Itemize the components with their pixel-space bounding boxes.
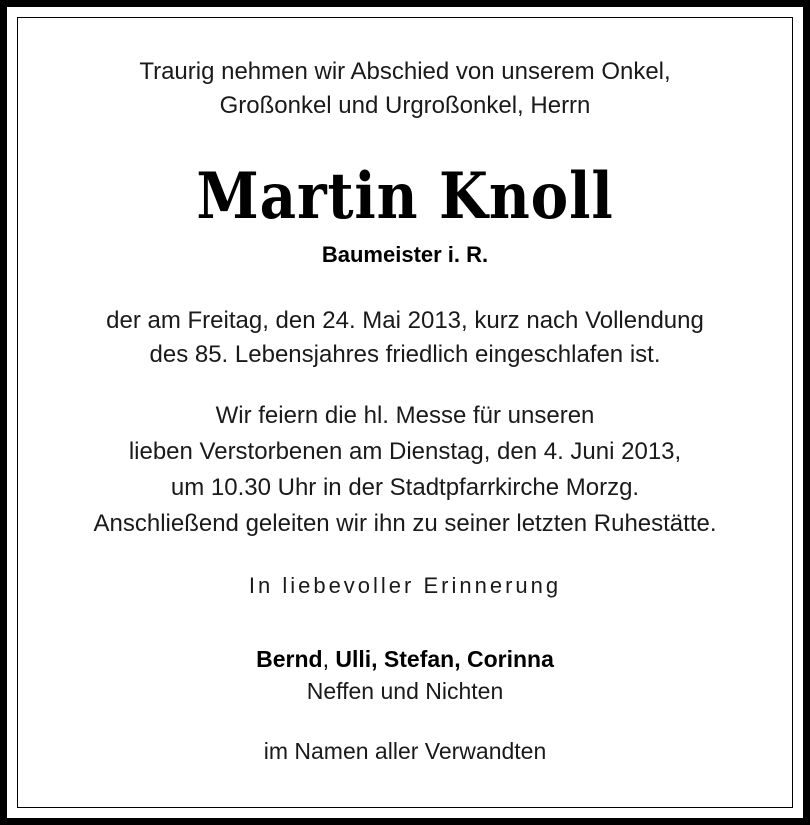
intro-line-2: Großonkel und Urgroßonkel, Herrn — [219, 92, 591, 119]
mourner-name: Corinna — [466, 646, 554, 672]
death-line-2: des 85. Lebensjahres friedlich eingeschlafen ist. — [149, 341, 661, 368]
mass-line-1: Wir feiern die hl. Messe für unseren — [215, 402, 595, 429]
mourner-relation: Neffen und Nichten — [306, 678, 504, 704]
mourner-name: Bernd — [256, 646, 323, 672]
mass-line-4: Anschließend geleiten wir ihn zu seiner letzten Ruhestätte. — [93, 510, 717, 537]
behalf-line: im Namen aller Verwandten — [263, 738, 547, 764]
mourner-names — [0, 644, 810, 674]
name-separator: , — [454, 646, 467, 672]
deceased-title: Baumeister i. R. — [321, 242, 489, 267]
mass-line-3: um 10.30 Uhr in der Stadtpfarrkirche Morzg. — [170, 474, 640, 501]
death-notice — [0, 304, 810, 372]
mourner-name: Stefan — [383, 646, 455, 672]
mass-notice — [0, 398, 810, 542]
deceased-name: Martin Knoll — [196, 159, 614, 234]
death-line-1: der am Freitag, den 24. Mai 2013, kurz nach Vollendung — [106, 307, 704, 334]
name-separator: , — [371, 646, 384, 672]
intro-line-1: Traurig nehmen wir Abschied von unserem Onkel, — [139, 58, 671, 85]
memory-line: In liebevoller Erinnerung — [248, 573, 562, 598]
intro-text — [0, 55, 810, 123]
mass-line-2: lieben Verstorbenen am Dienstag, den 4. Juni 2013, — [128, 438, 682, 465]
mourner-name: Ulli — [335, 646, 372, 672]
name-separator: , — [322, 646, 336, 672]
